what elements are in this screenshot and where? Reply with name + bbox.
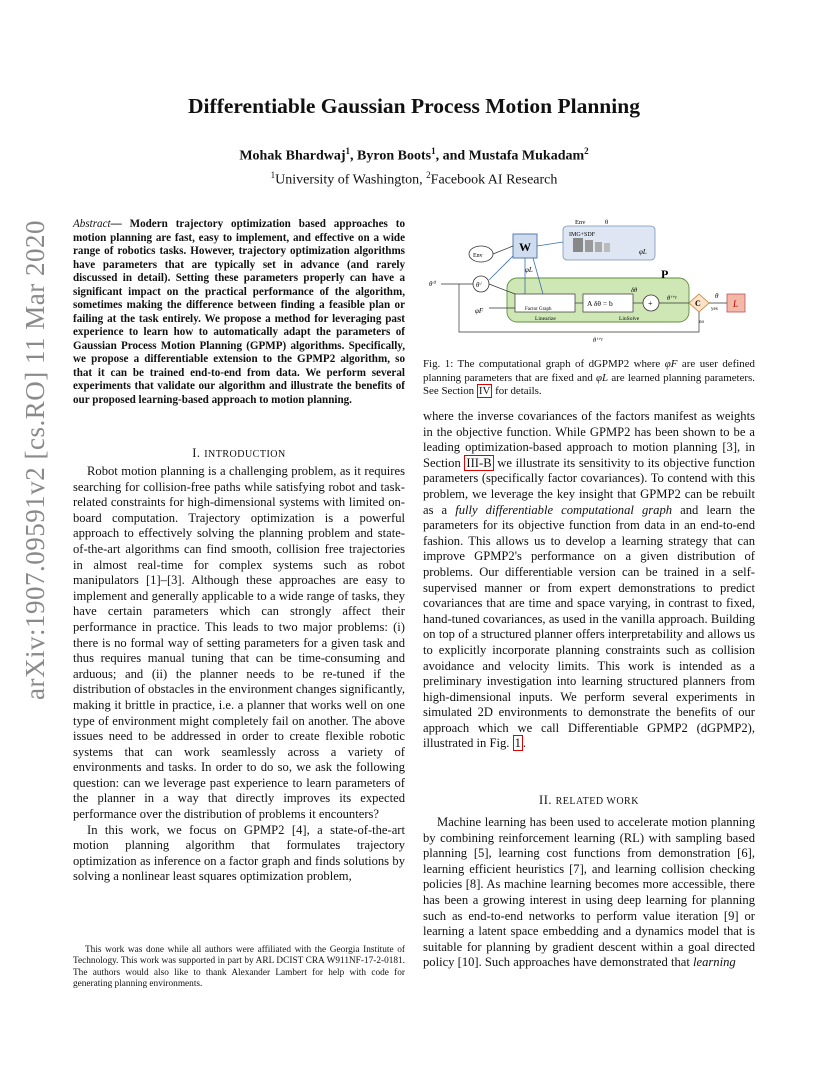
abstract-text: — Modern trajectory optimization based approaches to motion planning are fast, easy to implement, and effective on a wide range of robotics tasks. However, trajectory optimization algorithms have parameters that are typically set in advance (and rarely discussed in detail). Setting these parameters properly can have a significant impact on the practical performance of the algorithm, sometimes making the difference between finding a feasible plan or failing at the task entirely. We propose a method for leveraging past experience to learn how to automatically adapt the parameters of Gaussian Process Motion Planning (GPMP) algorithms. Specifically, we propose a differentiable extension to the GPMP2 algorithm, so that it can be trained end-to-end from data. We perform several experiments that validate our algorithm and illustrate the benefits of our proposed learning-based approach to motion planning. [73,218,405,406]
affil-mark: 2 [426,170,431,180]
arxiv-id: arXiv:1907.09591v2 [cs.RO] 11 Mar 2020 [20,220,50,700]
p-label: P [661,267,669,281]
env-label: Env [473,253,483,259]
text-run: Machine learning has been used to accelerate motion planning by combining reinforcement learning (RL) with sampling based planning [5], learning cost functions from demonstration [6], learning efficient heuristics [7], and learning collision checking policies [8]. As machine learning becomes more accessible, there has been a growing interest in using deep learning for planning such as end-to-end networks to perform value iteration [9] or learning a latent space embedding and a dynamics model that is suitable for planning by gradient descent within a goal directed policy [10]. Such approaches have demonstrated that [423,815,755,970]
emphasis: fully differentiable computational graph [455,502,673,517]
figure-1 [423,212,763,352]
author-name: Mustafa Mukadam [468,148,585,164]
section-ref-link[interactable]: III-B [466,455,492,470]
no-label: no [699,320,704,325]
affiliation-1: University of Washington, [275,172,427,188]
abstract [73,218,405,407]
section-heading-related-work [423,793,755,808]
phi-f-label: φF [475,307,484,315]
delta-label: δθ [631,287,638,294]
linearize-label: Linearize [535,316,556,322]
author-affil-mark: 1 [431,146,436,156]
caption-symbol: φF [664,358,678,370]
arxiv-stamp [12,220,52,710]
theta-out-label: θ [715,292,719,300]
caption-text: are user defined planning parameters that are fixed and [423,358,755,384]
figure-ref-link[interactable]: 1 [514,736,521,751]
text-run: where the inverse covariances of the factors manifest as weights in the objective function. While GPMP2 has been shown to be a leading optimization-based approach to motion planning [3], in Section [423,409,755,470]
author-affil-mark: 1 [345,146,351,156]
theta-next-label: θⁱ⁺¹ [667,295,677,302]
caption-text: for details. [492,385,542,397]
footnote [73,945,405,990]
affiliation-2: Facebook AI Research [430,172,558,188]
nn-layer [573,238,583,252]
section-number: II. [539,793,556,807]
yes-label: yes [711,307,718,312]
w-label: W [519,240,531,254]
right-column-body [423,409,755,752]
nn-layer [595,242,602,252]
nn-layer [604,243,610,252]
paragraph: In this work, we focus on GPMP2 [4], a state-of-the-art motion planning algorithm that formulates trajectory optimization as inference on a factor graph and finds solutions by solving a nonlinear least squares optimization problem, [73,822,405,884]
section-ref-link[interactable]: IV [478,385,491,397]
solve-label: A δθ = b [587,299,613,308]
linsolve-label: LinSolve [619,316,640,322]
emphasis: learning [692,955,736,970]
computational-graph-diagram [423,212,763,352]
paragraph [423,409,755,752]
author-name: Byron Boots [357,148,432,164]
plus-label: + [648,299,653,308]
text-run: we illustrate its sensitivity to its objective function parameters (specifically factor covariances). To contend with this problem, we leverage the key insight that GPMP2 can be rebuilt as a [423,455,755,517]
env-top-label: Env [575,219,586,226]
thetai-label: θⁱ [476,281,481,289]
phi-l-label: φL [525,266,533,274]
paper-title: Differentiable Gaussian Process Motion Planning [188,94,640,118]
author-affil-mark: 2 [584,146,589,156]
c-label: C [695,299,701,308]
section-title: INTRODUCTION [204,449,286,460]
loss-label: L [733,299,739,309]
intro-body [73,464,405,885]
author-name: Mohak Bhardwaj [239,148,346,164]
theta0-label: θ⁰ [429,280,436,288]
caption-text: Fig. 1: The computational graph of dGPMP2 where [423,358,665,370]
imgsdf-label: IMG+SDF [569,232,596,238]
section-heading-introduction [73,446,405,461]
section-title: RELATED WORK [555,796,639,807]
affiliations [0,170,828,189]
figure-caption [423,358,755,399]
text-run: . [522,736,527,751]
caption-symbol: φL [596,371,609,384]
paragraph: Robot motion planning is a challenging problem, as it requires searching for collision-free paths while satisfying robot and task-related constraints for high-dimensional systems with limited on-board computation. Trajectory optimization is a powerful approach to effectively solving the planning problem and state-of-the-art algorithms can find smooth, collision free trajectories in almost real-time for complex systems such as robot manipulators [1]–[3]. Although these approaches are easy to implement and generally applicable to a wide range of tasks, they have certain parameters which can strongly affect their performance in practice. This leads to two major problems: (i) there is no formal way of setting parameters for a given task and thus requires manual tuning that can be time-consuming and arduous; and (ii) the planner needs to be re-tuned if the distribution of obstacles in the environment changes significantly, making it brittle in practice, i.e. a planner that works well on one type of environment might completely fail on another. The above issues need to be addressed in order to create flexible robotic systems that can work seamlessly across a variety of environments and tasks. In order to do so, we ask the following question: can we leverage past experience to learn parameters of the planner in a way that directly improves its expected performance over the distribution of problems it encounters? [73,464,405,822]
footnote-text: This work was done while all authors were affiliated with the Georgia Institute of Technology. This work was supported in part by ARL DCIST CRA W911NF-17-2-0181. The authors would also like to thank Alexander Lambert for help with code for generating planning environments. [73,945,405,989]
caption-text: are learned planning parameters. See Section [423,371,755,397]
factor-graph-label: Factor Graph [525,307,552,312]
phi-l-label: φL [639,248,647,256]
theta-loop-label: θⁱ⁺¹ [593,337,603,344]
nn-layer [585,240,593,252]
related-work-body [423,815,755,971]
author-list: Mohak Bhardwaj$^1$, Byron Boots$^1$, and Mustafa Mukadam$^2$ [239,146,589,164]
affil-mark: 1 [270,170,276,180]
text-run: and learn the parameters for its objective function from data in an end-to-end fashion. This allows us to develop a learning strategy that can improve GPMP2's performance on a given distribution of problems. Our differentiable version can be trained in a self-supervised manner or from expert demonstrations to predict covariances that are time and space varying, in contrast to fixed, hand-tuned covariances, as used in the vanilla approach. Building on top of a structured planner offers interpretability and allows us to explicitly incorporate planning constraints such as collision avoidance and velocity limits. This work is intended as a preliminary investigation into learning structured planners from high-dimensional inputs. We perform several experiments in simulated 2D environments to demonstrate the benefits of our approach which we call Differentiable GPMP2 (dGPMP2), illustrated in Fig. [423,502,755,751]
theta-top-label: θ [605,219,609,226]
paragraph [423,815,755,971]
abstract-label: Abstract [73,218,111,230]
section-number: I. [192,446,205,460]
